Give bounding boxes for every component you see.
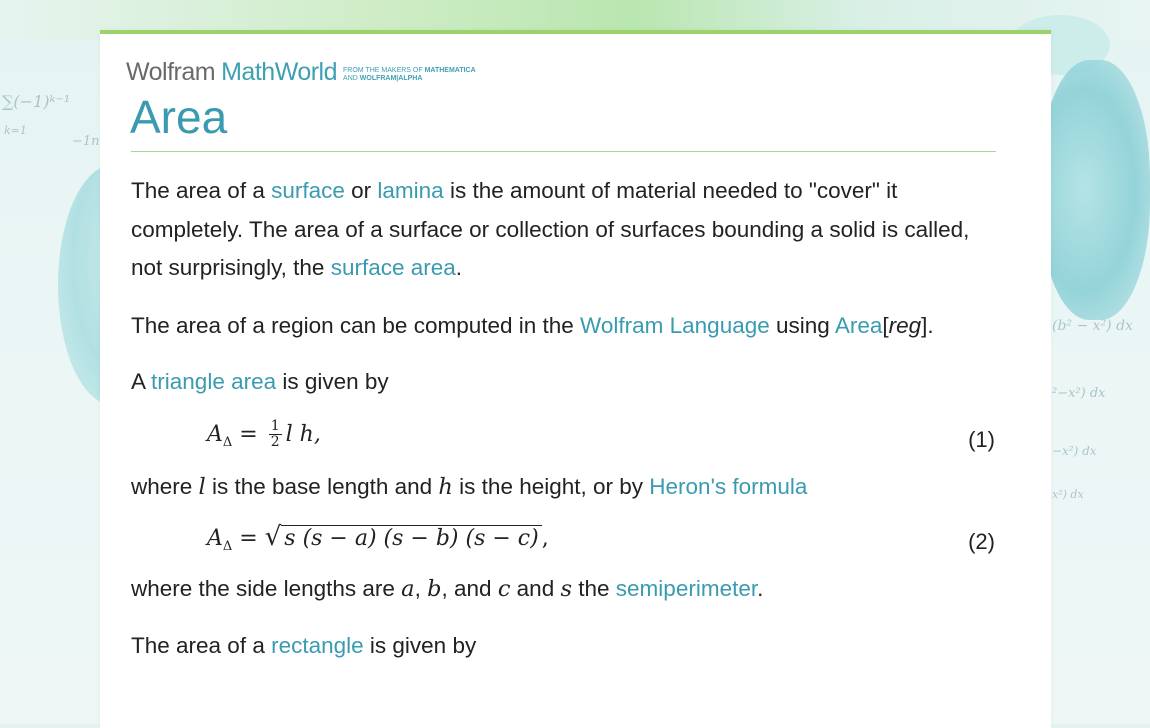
- text: A: [131, 369, 152, 394]
- background-formula-left-2: −1n: [72, 134, 100, 149]
- text: .: [757, 576, 764, 601]
- equation-2-body: [207, 518, 549, 567]
- background-formula-left: ∑(−1)ᵏ⁻¹: [2, 92, 71, 111]
- logo-mathworld-text: MathWorld: [221, 58, 338, 86]
- link-lamina[interactable]: lamina: [377, 178, 444, 203]
- text: [: [882, 312, 889, 338]
- background-formula-right-3: −x²) dx: [1052, 444, 1097, 458]
- tagline-wolframalpha: WOLFRAM|ALPHA: [359, 75, 423, 82]
- text: and: [510, 576, 561, 601]
- eq-subscript: Δ: [222, 539, 233, 554]
- background-right-shape: [1040, 60, 1150, 320]
- tagline-line2: AND: [343, 75, 358, 82]
- link-semiperimeter[interactable]: semiperimeter: [615, 576, 758, 601]
- link-surface-area[interactable]: surface area: [330, 255, 456, 280]
- text: The area of a region can be computed in the: [131, 312, 581, 338]
- sqrt-radicand: s (s − a) (s − b) (s − c): [281, 525, 541, 551]
- text: The area of a: [131, 178, 272, 203]
- argument-reg: reg: [888, 312, 922, 338]
- eq-var: A: [207, 421, 223, 447]
- text: using: [769, 312, 835, 338]
- paragraph-rectangle: [131, 627, 1001, 666]
- text: is the base length and: [205, 473, 439, 499]
- text: is given by: [363, 632, 477, 658]
- link-wolfram-language[interactable]: Wolfram Language: [580, 312, 770, 338]
- logo-wolfram-text: Wolfram: [126, 58, 216, 86]
- eq-var: A: [207, 526, 223, 551]
- text: or: [344, 178, 378, 203]
- fraction-denominator: 2: [270, 434, 280, 450]
- equation-1: [131, 406, 1001, 466]
- logo-tagline: [343, 67, 476, 87]
- link-area-function[interactable]: Area: [834, 312, 883, 338]
- var-b: b: [427, 576, 442, 602]
- tagline-mathematica: MATHEMATICA: [424, 67, 476, 74]
- fraction: [269, 419, 282, 450]
- var-s: s: [560, 576, 573, 602]
- background-formula-right-2: ²−x²) dx: [1052, 386, 1106, 401]
- background-formula-right-4: x²) dx: [1052, 488, 1084, 501]
- paragraph-wolfram-language: [131, 307, 1001, 346]
- text: where: [131, 473, 199, 499]
- site-logo[interactable]: [126, 58, 476, 87]
- text: ].: [921, 312, 934, 338]
- tagline-line1: FROM THE MAKERS OF: [343, 67, 423, 74]
- var-c: c: [497, 576, 511, 602]
- text: is the amount of material needed to "cover" it completely. The area of a surface or collection of surfaces bounding a solid is called, not surprisingly, the: [131, 178, 970, 280]
- link-triangle-area[interactable]: triangle area: [151, 369, 277, 394]
- text: is the height, or by: [452, 473, 650, 499]
- equation-number-1: (1): [968, 426, 995, 452]
- text: The area of a: [131, 632, 272, 658]
- fraction-numerator: 1: [270, 418, 280, 434]
- background-formula-left-sub: k=1: [4, 124, 27, 137]
- page-title: Area: [130, 91, 228, 143]
- var-l: l: [198, 473, 206, 500]
- text: , and: [441, 576, 498, 601]
- paragraph-triangle: [131, 363, 1001, 402]
- var-h: h: [438, 473, 453, 500]
- paragraph-definition: [131, 172, 1001, 288]
- paragraph-side-lengths: [131, 570, 1001, 609]
- equation-number-2: (2): [968, 529, 995, 554]
- text: is given by: [276, 369, 389, 394]
- text: where the side lengths are: [131, 576, 402, 601]
- article-content: [131, 172, 1001, 665]
- background-formula-right-1: (b² − x²) dx: [1052, 318, 1133, 334]
- sqrt-symbol: √: [264, 522, 282, 552]
- eq-rhs: l h,: [285, 421, 321, 447]
- eq-subscript: Δ: [222, 434, 233, 450]
- article-card: [100, 30, 1051, 728]
- eq-equals: =: [232, 421, 265, 447]
- var-a: a: [401, 576, 415, 602]
- equation-2: [131, 508, 1001, 568]
- link-rectangle[interactable]: rectangle: [271, 632, 364, 658]
- text: the: [572, 576, 616, 601]
- eq-tail: ,: [541, 526, 549, 551]
- link-herons-formula[interactable]: Heron's formula: [649, 473, 808, 499]
- text: .: [455, 255, 463, 280]
- equation-1-body: [207, 416, 321, 463]
- text: ,: [414, 576, 428, 601]
- title-divider: [131, 151, 996, 152]
- link-surface[interactable]: surface: [271, 178, 345, 203]
- eq-equals: =: [232, 526, 265, 551]
- paragraph-heron: [131, 468, 1001, 507]
